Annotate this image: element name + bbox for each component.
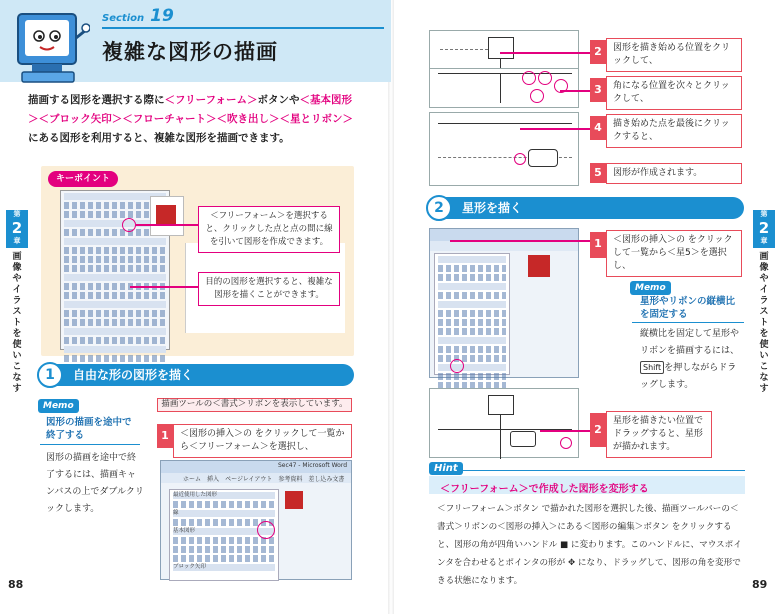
tab-page-layout[interactable]: ページレイアウト [225, 476, 273, 483]
keypoint-callout-freeform: ＜フリーフォーム＞を選択すると、クリックした点と点の間に線を引いて図形を作成できます。 [198, 206, 340, 253]
ribbon-note-banner: 描画ツールの＜書式＞リボンを表示しています。 [157, 398, 352, 412]
chapter-vertical-title: 画 像 や イ ラ ス ト を 使 い こ な す [12, 252, 22, 394]
color-swatch [285, 491, 303, 509]
chapter-tab: 第 2 章 [6, 210, 28, 248]
memo-body: 縦横比を固定して星形やリボンを描画するには、Shift を押しながらドラッグします。 [640, 329, 740, 390]
page-number: 88 [8, 578, 24, 591]
step2-screenshot [429, 30, 579, 70]
step-number: 5 [590, 163, 606, 183]
ribbon-tabs [161, 473, 351, 483]
hint-body: ＜フリーフォーム＞ボタン で描かれた図形を選択した後、描画ツールバーの＜書式＞リボンの＜図形の挿入＞にある＜図形の編集＞ボタン をクリックすると、図形の角が四角いハンドル ■ に変わります。このハンドルに、マウスポインタを合わせるとポインタの形が ✥ になり、ドラッグして、図形の角を変形できる状態になります。 [437, 504, 742, 586]
section-heading-2: 2 星形を描く [430, 197, 744, 219]
highlight-circle [122, 218, 136, 232]
star-draw-screenshot [429, 388, 579, 458]
callout-line [540, 430, 590, 432]
page-number: 89 [752, 578, 768, 591]
section-heading-1: 1 自由な形の図形を描く [41, 364, 354, 386]
tab-mailings[interactable]: 差し込み文書 [308, 476, 345, 483]
memo-rule [40, 444, 140, 445]
step-text: 描き始めた点を最後にクリックすると、 [606, 114, 742, 148]
step-text: 角になる位置を次々とクリックして、 [606, 76, 742, 110]
shape-gallery-panel [434, 253, 510, 375]
memo-title: 星形やリボンの縦横比を固定する [640, 296, 736, 320]
callout-line [560, 90, 590, 92]
tab-references[interactable]: 参考資料 [278, 476, 303, 483]
color-swatch [156, 205, 176, 225]
freeform-highlight [257, 521, 275, 539]
tab-home[interactable]: ホーム [183, 476, 202, 483]
chapter-tab: 第 2 章 [753, 210, 775, 248]
callout-line [520, 128, 590, 130]
hint-title: ＜フリーフォーム＞で作成した図形を変形する [440, 484, 649, 495]
step-number: 2 [590, 413, 606, 447]
callout-line [130, 286, 198, 288]
word-window-screenshot [160, 460, 352, 580]
memo-badge: Memo [38, 399, 79, 413]
step-text: 星形を描きたい位置でドラッグすると、星形が描かれます。 [606, 411, 712, 458]
memo-rule [632, 322, 744, 323]
step4-screenshot [429, 112, 579, 186]
computer-mascot-icon [10, 8, 90, 88]
chapter-vertical-title: 画 像 や イ ラ ス ト を 使 い こ な す [759, 252, 769, 394]
memo-badge: Memo [630, 281, 671, 295]
star-gallery-screenshot [429, 228, 579, 378]
shift-key-icon: Shift [640, 361, 664, 374]
step-number: 1 [157, 424, 173, 448]
title-bar [161, 461, 351, 473]
shape-gallery-panel: 最近使用した図形 線 基本図形 ブロック矢印 [169, 489, 279, 581]
step-text: 図形が作成されます。 [606, 163, 742, 184]
window-title: Sec47 - Microsoft Word [277, 462, 347, 469]
step-number: 2 [590, 40, 606, 64]
step-text: ＜図形の挿入＞の をクリックして一覧から＜フリーフォーム＞を選択し、 [173, 424, 352, 458]
step-text: 図形を描き始める位置をクリックして、 [606, 38, 742, 72]
intro-paragraph: 描画する図形を選択する際に＜フリーフォーム＞ボタンや＜基本図形＞＜ブロック矢印＞＜フローチャート＞＜吹き出し＞＜星とリボン＞にある図形を利用すると、複雑な図形を描画できます。 [28, 94, 353, 144]
keypoint-tab: キーポイント [48, 171, 118, 187]
hint-badge: Hint [429, 462, 463, 475]
section-label: Section 19 [102, 6, 174, 26]
step3-screenshot [429, 68, 579, 108]
step-number: 4 [590, 116, 606, 140]
color-swatch [528, 255, 550, 277]
memo-title: 図形の描画を途中で終了する [46, 417, 132, 441]
callout-line [136, 224, 198, 226]
step-number: 1 [590, 232, 606, 258]
memo-body: 図形の描画を途中で終了するには、描画キャンバスの上でダブルクリックします。 [46, 453, 144, 514]
step-text: ＜図形の挿入＞の をクリックして一覧から＜星5＞を選択し、 [606, 230, 742, 277]
star5-highlight [450, 359, 464, 373]
keypoint-callout-shapes: 目的の図形を選択すると、複雑な図形を描くことができます。 [198, 272, 340, 306]
callout-line [500, 52, 590, 54]
page-title: 複雑な図形の描画 [102, 40, 278, 64]
callout-line [450, 240, 590, 242]
tab-insert[interactable]: 挿入 [207, 476, 220, 483]
step-number: 3 [590, 78, 606, 102]
section-rule [102, 27, 384, 29]
